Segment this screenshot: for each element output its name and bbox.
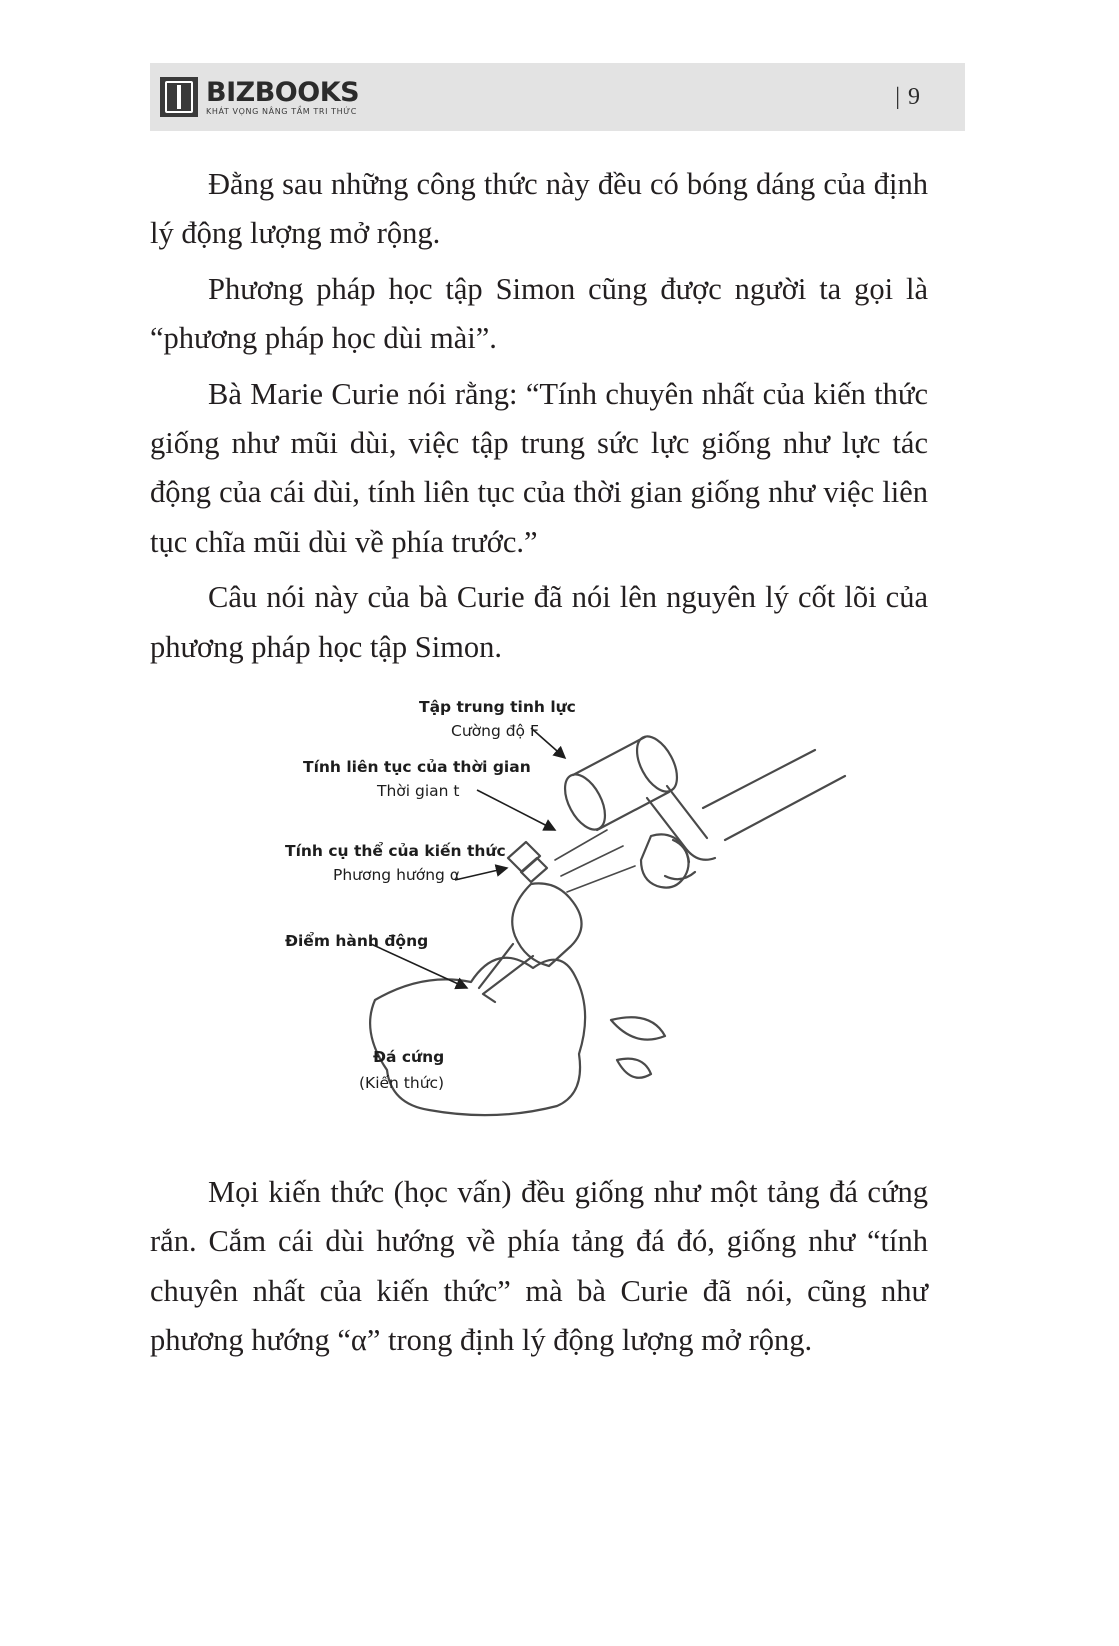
chisel-body <box>512 883 581 966</box>
page-header <box>150 63 965 131</box>
label-stone-title: Đá cứng <box>373 1048 445 1066</box>
body-text-bottom <box>150 1168 928 1366</box>
hammer-and-chisel-diagram <box>255 690 875 1150</box>
paragraph: Đằng sau những công thức này đều có bóng dáng của định lý động lượng mở rộng. <box>150 167 928 251</box>
brand-name: BIZBOOKS <box>206 76 360 108</box>
label-stone-sub: (Kiến thức) <box>359 1074 445 1092</box>
paragraph: Phương pháp học tập Simon cũng được người ta gọi là “phương pháp học dùi mài”. <box>150 271 928 356</box>
label-action-point: Điểm hành động <box>285 932 429 950</box>
brand <box>150 77 359 117</box>
page-number: | 9 <box>895 83 921 110</box>
body-text-top <box>150 160 928 672</box>
chisel-top <box>508 842 540 872</box>
label-focus-title: Tập trung tinh lực <box>419 698 576 716</box>
brand-tagline: KHÁT VỌNG NÂNG TẦM TRI THỨC <box>206 106 357 116</box>
leader-line-concrete <box>455 868 507 880</box>
impact-lines <box>555 830 635 892</box>
diagram-svg <box>255 690 875 1150</box>
arm-lines <box>703 750 845 840</box>
paragraph: Mọi kiến thức (học vấn) đều giống như một tảng đá cứng rắn. Cắm cái dùi hướng về phía tảng đá đó, giống như “tính chuyên nhất của kiến thức” mà bà Curie đã nói, cũng như phương hướng “α” trong định lý động lượng mở rộng. <box>150 1175 928 1358</box>
label-time-title: Tính liên tục của thời gian <box>303 758 531 776</box>
paragraph: Câu nói này của bà Curie đã nói lên nguyên lý cốt lõi của phương pháp học tập Simon. <box>150 580 928 664</box>
hammer-head-body <box>573 737 669 830</box>
stone-chip-2 <box>617 1059 651 1078</box>
book-logo-icon <box>160 77 198 117</box>
paragraph: Bà Marie Curie nói rằng: “Tính chuyên nhất của kiến thức giống như mũi dùi, việc tập trung sức lực giống như lực tác động của cái dùi, tính liên tục của thời gian giống như việc liên tục chĩa mũi dùi về phía trước.” <box>150 376 928 559</box>
leader-line-time <box>477 790 555 830</box>
label-concrete-sub: Phương hướng α <box>333 866 461 884</box>
stone-chip-1 <box>611 1017 665 1039</box>
label-time-sub: Thời gian t <box>377 782 460 800</box>
label-concrete-title: Tính cụ thể của kiến thức <box>285 842 506 860</box>
label-focus-sub: Cường độ F <box>451 722 539 740</box>
brand-text <box>206 76 360 116</box>
